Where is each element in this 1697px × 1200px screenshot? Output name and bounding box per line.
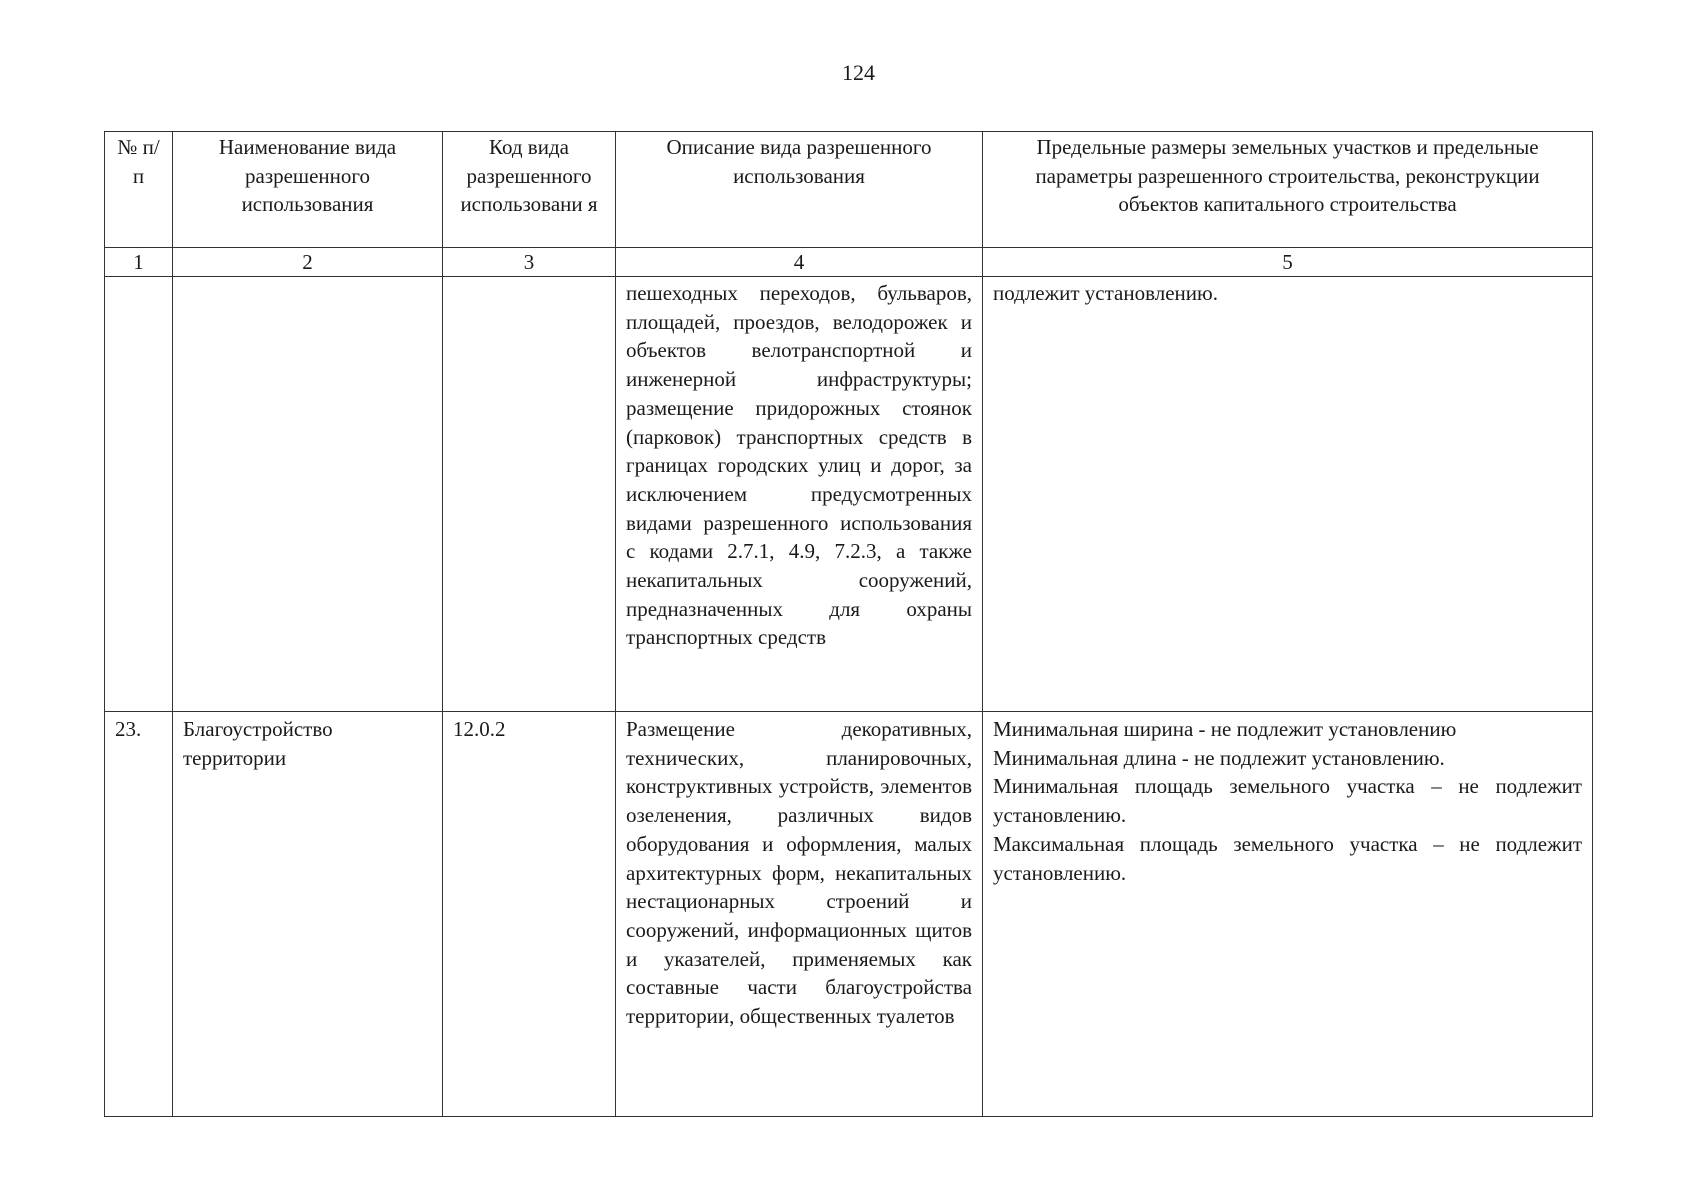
header-limit-parameters: Предельные размеры земельных участков и предельные параметры разрешенного строительства, реконструкции объектов капитального строительства (983, 132, 1593, 248)
parameter-line: Максимальная площадь земельного участка – не подлежит установлению. (993, 831, 1582, 885)
parameter-line: подлежит установлению. (993, 281, 1218, 305)
use-description-cell: Размещение декоративных, технических, планировочных, конструктивных устройств, элементов озеленения, различных видов оборудования и оформления, малых архитектурных форм, некапитальных нестационарных строений и сооружений, информационных щитов и указателей, применяемых как составные части благоустройства территории, общественных туалетов (616, 712, 983, 1117)
use-name-cell: Благоустройство территории (173, 712, 443, 1117)
page-number: 124 (842, 60, 875, 85)
use-code-cell: 12.0.2 (443, 712, 616, 1117)
header-number: № п/п (105, 132, 173, 248)
column-index: 2 (173, 248, 443, 277)
header-use-name: Наименование вида разрешенного использования (173, 132, 443, 248)
table-row (105, 712, 1593, 1117)
use-description-cell: пешеходных переходов, бульваров, площадей, проездов, велодорожек и объектов велотранспортной и инженерной инфраструктуры; размещение придорожных стоянок (парковок) транспортных средств в границах городских улиц и дорог, за исключением предусмотренных видами разрешенного использования с кодами 2.7.1, 4.9, 7.2.3, а также некапитальных сооружений, предназначенных для охраны транспортных средств (616, 277, 983, 712)
column-index: 3 (443, 248, 616, 277)
limit-parameters-cell (983, 712, 1593, 1117)
header-use-code: Код вида разрешенного использовани я (443, 132, 616, 248)
row-number-cell: 23. (105, 712, 173, 1117)
column-index: 4 (616, 248, 983, 277)
column-index: 5 (983, 248, 1593, 277)
column-index-row (105, 248, 1593, 277)
parameter-line: Минимальная площадь земельного участка – не подлежит установлению. (993, 774, 1582, 828)
limit-parameters-cell (983, 277, 1593, 712)
land-use-table (104, 131, 1593, 1117)
parameter-line: Минимальная длина - не подлежит установлению. (993, 745, 1445, 770)
column-index: 1 (105, 248, 173, 277)
row-number-cell (105, 277, 173, 712)
use-code-cell (443, 277, 616, 712)
parameter-line: Минимальная ширина - не подлежит установлению (993, 717, 1457, 741)
use-name-cell (173, 277, 443, 712)
table-header-row (105, 132, 1593, 248)
header-use-description: Описание вида разрешенного использования (616, 132, 983, 248)
table-row (105, 277, 1593, 712)
